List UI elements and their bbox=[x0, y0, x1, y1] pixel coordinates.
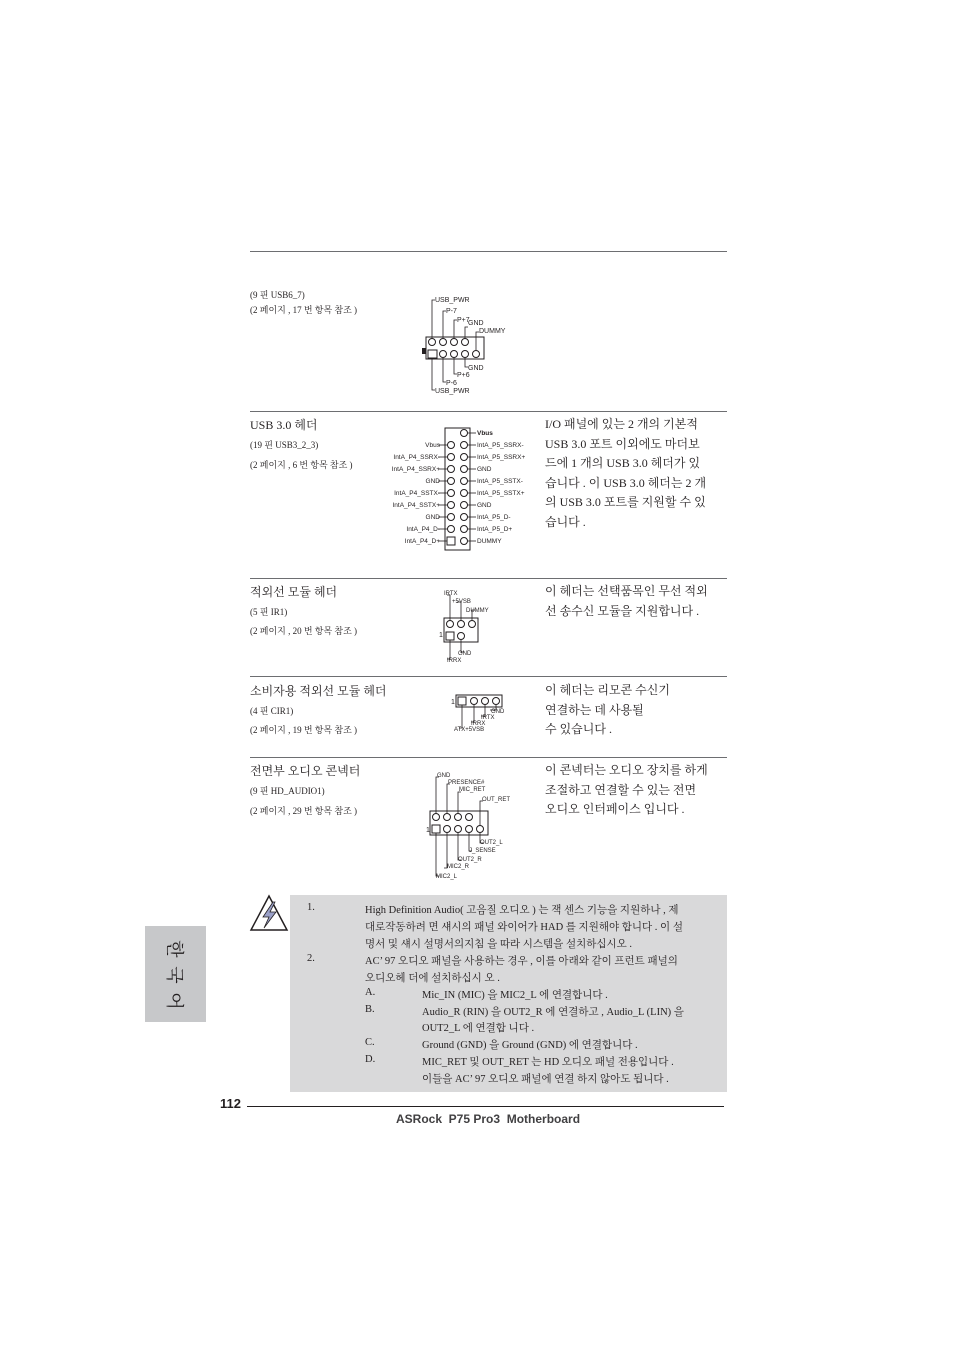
usb30-right-labels bbox=[477, 430, 525, 545]
desc-line: USB 3.0 포트 이외에도 마더보 bbox=[545, 436, 700, 451]
note-1-line: 명서 및 섀시 설명서의지침 을 따라 시스템을 설치하십시오 . bbox=[365, 939, 633, 950]
section-divider bbox=[250, 676, 727, 677]
ir-pin1-mark: 1 bbox=[439, 632, 443, 639]
ir-header-outline bbox=[444, 618, 478, 642]
desc-line: 이 헤더는 선택품목인 무선 적외 bbox=[545, 584, 708, 598]
audio-pin-label: MIC2_R bbox=[447, 864, 470, 870]
ir-pin-label: DUMMY bbox=[466, 608, 489, 614]
usb30-pin-label: IntA_P4_D- bbox=[406, 526, 440, 533]
note-sub-label: A. bbox=[365, 987, 376, 998]
note-1-number: 1. bbox=[307, 902, 315, 913]
cir-description bbox=[545, 681, 730, 740]
note-2-number: 2. bbox=[307, 953, 315, 964]
usb30-page-ref: (2 페이지 , 6 번 항목 참조 ) bbox=[250, 460, 353, 470]
usb30-pin-label: GND bbox=[477, 502, 492, 509]
audio-pin-label: J_SENSE bbox=[469, 848, 496, 854]
usb30-pin-label: IntA_P5_D- bbox=[477, 514, 511, 521]
audio-pin-label: GND bbox=[437, 773, 451, 779]
usb30-pin-label: Vbus bbox=[425, 442, 440, 449]
note-sub-line: MIC_RET 및 OUT_RET 는 HD 오디오 패널 전용입니다 . bbox=[422, 1057, 674, 1068]
desc-line: 조절하고 연결할 수 있는 전면 bbox=[545, 782, 697, 797]
usb67-page-ref: (2 페이지 , 17 번 항목 참조 ) bbox=[250, 305, 358, 315]
ir-page-ref: (2 페이지 , 20 번 항목 참조 ) bbox=[250, 626, 358, 636]
note-sub-line: 이들을 AC’ 97 오디오 패널에 연결 하지 않아도 됩니다 . bbox=[422, 1074, 669, 1085]
audio-pins bbox=[432, 814, 484, 834]
desc-line: 드에 1 개의 USB 3.0 헤더가 있 bbox=[545, 456, 701, 470]
desc-line: 오디오 인터페이스 입니다 . bbox=[545, 802, 685, 816]
page-number: 112 bbox=[220, 1096, 241, 1111]
usb30-pin-label: IntA_P4_SSRX+ bbox=[391, 466, 440, 473]
note-sub-label: D. bbox=[365, 1054, 376, 1065]
audio-pin-label: OUT_RET bbox=[482, 797, 511, 803]
usb30-pin-label: DUMMY bbox=[477, 538, 502, 545]
note-1-line: High Definition Audio( 고음질 오디오 ) 는 잭 센스 기능을 지원하나 , 제 bbox=[365, 905, 679, 916]
section-divider bbox=[250, 757, 727, 758]
cir-pin1-mark: 1 bbox=[451, 699, 455, 706]
usb30-pin-label: IntA_P5_SSTX- bbox=[477, 478, 523, 485]
usb30-pin-label: IntA_P4_SSTX+ bbox=[392, 502, 440, 509]
cir-title: 소비자용 적외선 모듈 헤더 bbox=[250, 684, 387, 698]
desc-line: 선 송수신 모듈을 지원합니다 . bbox=[545, 603, 700, 618]
usb67-pin-label: USB_PWR bbox=[435, 297, 470, 304]
usb30-pin-label: GND bbox=[425, 478, 440, 485]
footer-product-name: ASRock P75 Pro3 Motherboard bbox=[396, 1112, 581, 1126]
usb30-pin-diagram bbox=[380, 425, 540, 555]
usb30-pin-label: GND bbox=[425, 514, 440, 521]
side-tab-char: 국 bbox=[164, 966, 185, 984]
note-sub-label: C. bbox=[365, 1037, 375, 1048]
usb67-pin-label: P-7 bbox=[446, 308, 457, 315]
usb67-pin-label: DUMMY bbox=[479, 328, 506, 335]
desc-line: 연결하는 데 사용될 bbox=[545, 702, 644, 717]
audio-description bbox=[545, 761, 730, 820]
usb30-pin-label: IntA_P4_D+ bbox=[404, 538, 440, 545]
audio-title: 전면부 오디오 콘넥터 bbox=[250, 764, 361, 778]
audio-pin-diagram bbox=[422, 768, 522, 883]
ir-pins bbox=[446, 621, 476, 641]
top-rule bbox=[250, 251, 727, 252]
usb30-pin-label: IntA_P5_D+ bbox=[477, 526, 513, 533]
audio-pin1-mark: 1 bbox=[426, 827, 430, 834]
side-tab-char: 어 bbox=[164, 992, 185, 1010]
ir-title: 적외선 모듈 헤더 bbox=[250, 585, 338, 599]
cir-pin-label: ATX+5VSB bbox=[454, 727, 485, 733]
ir-pin-count: (5 핀 IR1) bbox=[250, 607, 288, 617]
footer-rule bbox=[247, 1106, 724, 1107]
desc-line: 이 콘넥터는 오디오 장치를 하게 bbox=[545, 763, 708, 777]
usb30-pin-label: GND bbox=[477, 466, 492, 473]
audio-pin-label: OUT2_R bbox=[458, 857, 482, 863]
ir-pin-label: IRRX bbox=[447, 658, 462, 664]
usb30-pin-label: IntA_P5_SSRX- bbox=[477, 442, 524, 449]
section-divider bbox=[250, 411, 727, 412]
ir-pin-label: +5VSB bbox=[452, 599, 471, 605]
usb67-pin-label: USB_PWR bbox=[435, 388, 470, 395]
desc-line: 수 있습니다 . bbox=[545, 722, 612, 736]
cir-pin-diagram bbox=[447, 692, 517, 734]
audio-pin-label: MIC_RET bbox=[459, 787, 486, 793]
cir-pin-label: GND bbox=[491, 709, 505, 715]
cir-pins bbox=[458, 697, 500, 705]
note-sub-label: B. bbox=[365, 1004, 375, 1015]
ir-pin-label: IRTX bbox=[444, 591, 458, 597]
usb30-left-labels bbox=[392, 442, 441, 545]
usb30-pin-count: (19 핀 USB3_2_3) bbox=[250, 440, 319, 450]
desc-line: I/O 패널에 있는 2 개의 기본적 bbox=[545, 417, 698, 431]
usb67-pin-label: P+7 bbox=[457, 317, 470, 324]
side-tab-char: 한 bbox=[164, 940, 185, 958]
note-2-line: AC’ 97 오디오 패널을 사용하는 경우 , 이를 아래와 같이 프런트 패널의 bbox=[365, 956, 678, 967]
cir-pin-count: (4 핀 CIR1) bbox=[250, 706, 294, 716]
audio-pin-label: MIC2_L bbox=[436, 874, 458, 880]
cir-pin-label: IRTX bbox=[481, 715, 495, 721]
desc-line: 습니다 . bbox=[545, 514, 586, 529]
ir-description bbox=[545, 582, 730, 621]
ir-pin-diagram bbox=[438, 587, 508, 667]
warning-icon bbox=[248, 893, 290, 935]
language-side-tab bbox=[145, 926, 206, 1022]
note-1-line: 대로작동하려 면 섀시의 패널 와이어가 HAD 를 지원해야 합니다 . 이 설 bbox=[365, 922, 683, 933]
note-sub-line: Mic_IN (MIC) 을 MIC2_L 에 연결합니다 . bbox=[422, 990, 608, 1001]
desc-line: 습니다 . 이 USB 3.0 헤더는 2 개 bbox=[545, 475, 707, 490]
note-sub-line: Audio_R (RIN) 을 OUT2_R 에 연결하고 , Audio_L (LIN) 을 bbox=[422, 1007, 684, 1018]
usb30-description bbox=[545, 415, 730, 532]
usb67-pin-label: GND bbox=[468, 365, 484, 372]
usb30-pins bbox=[447, 430, 468, 546]
desc-line: 의 USB 3.0 포트를 지원할 수 있 bbox=[545, 495, 706, 509]
audio-pin-count: (9 핀 HD_AUDIO1) bbox=[250, 786, 325, 796]
usb67-pin-label: P+6 bbox=[457, 372, 470, 379]
audio-pin-label: PRESENCE# bbox=[448, 780, 485, 786]
usb67-pin-label: GND bbox=[468, 320, 484, 327]
cir-pin-label: IRRX bbox=[471, 721, 486, 727]
section-divider bbox=[250, 578, 727, 579]
usb30-pin-label: IntA_P4_SSTX- bbox=[394, 490, 440, 497]
note-2-line: 오디오헤 더에 설치하십시 오 . bbox=[365, 973, 500, 984]
usb30-pin-label: IntA_P4_SSRX- bbox=[393, 454, 440, 461]
usb67-pin-count: (9 핀 USB6_7) bbox=[250, 290, 305, 300]
cir-page-ref: (2 페이지 , 19 번 항목 참조 ) bbox=[250, 725, 358, 735]
note-sub-line: OUT2_L 에 연결합 니다 . bbox=[422, 1023, 535, 1034]
note-sub-line: Ground (GND) 을 Ground (GND) 에 연결합니다 . bbox=[422, 1040, 638, 1051]
usb30-pin-label: IntA_P5_SSRX+ bbox=[477, 454, 526, 461]
usb67-pin-label: P-6 bbox=[446, 380, 457, 387]
audio-page-ref: (2 페이지 , 29 번 항목 참조 ) bbox=[250, 806, 358, 816]
usb67-top-pins bbox=[428, 339, 480, 359]
desc-line: 이 헤더는 리모콘 수신기 bbox=[545, 683, 670, 697]
usb67-pin-diagram bbox=[420, 292, 515, 397]
usb30-pin-label: Vbus bbox=[477, 430, 493, 437]
audio-pin-label: OUT2_L bbox=[480, 840, 503, 846]
usb67-pin1-marker bbox=[422, 348, 426, 354]
usb30-pin-label: IntA_P5_SSTX+ bbox=[477, 490, 525, 497]
ir-pin-label: GND bbox=[458, 651, 472, 657]
usb30-title: USB 3.0 헤더 bbox=[250, 418, 318, 432]
